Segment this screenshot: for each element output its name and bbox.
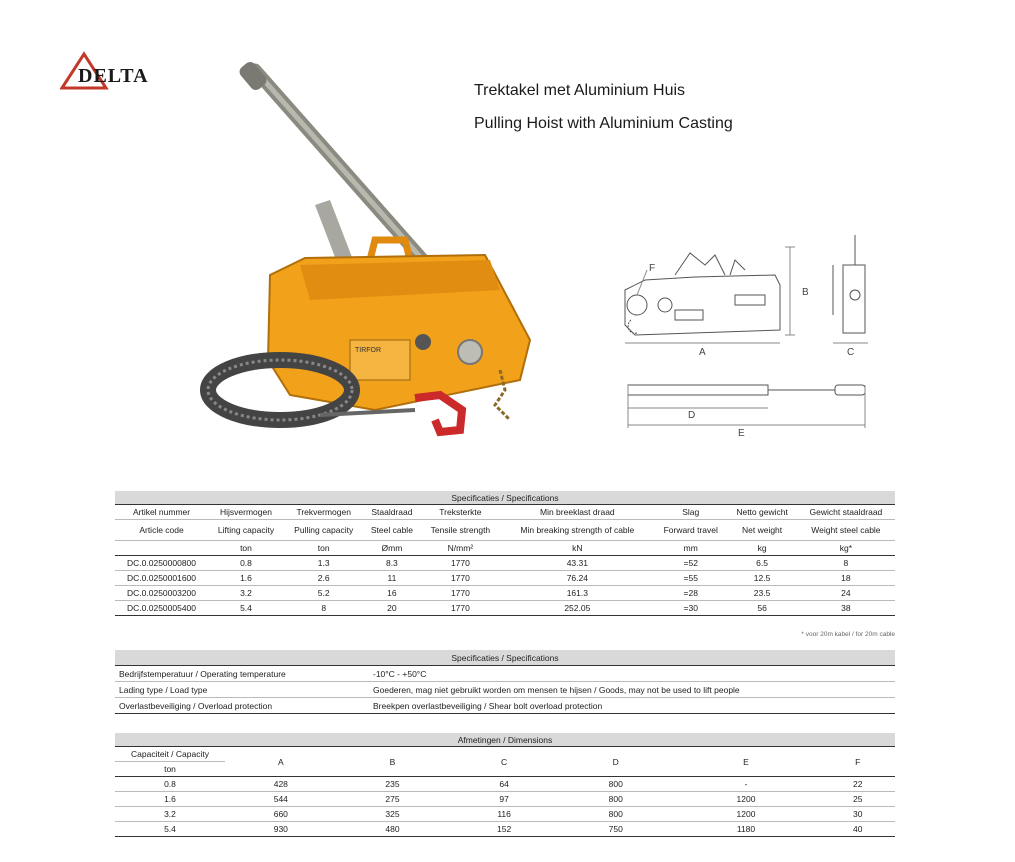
table-row (115, 571, 895, 586)
dim-f: 25 (820, 792, 895, 807)
spec2-label: Lading type / Load type (115, 682, 369, 698)
forward-travel: =28 (654, 586, 727, 601)
dim-c: 116 (448, 807, 560, 822)
steel-cable: 11 (364, 571, 421, 586)
dim-d: 800 (560, 792, 672, 807)
min-breaking: 76.24 (501, 571, 655, 586)
dim-d: 800 (560, 777, 672, 792)
header-en: Steel cable (364, 520, 421, 541)
header-en: Article code (115, 520, 208, 541)
spec-table-title: Specificaties / Specifications (115, 491, 895, 505)
side-view-diagram (615, 235, 825, 360)
unit-cell: ton (284, 541, 364, 556)
header-nl: Staaldraad (364, 505, 421, 520)
cable-weight: 24 (797, 586, 895, 601)
pulling-capacity: 5.2 (284, 586, 364, 601)
lifting-capacity: 3.2 (208, 586, 284, 601)
lifting-capacity: 1.6 (208, 571, 284, 586)
dim-col-header: B (337, 747, 449, 777)
article-code: DC.0.0250001600 (115, 571, 208, 586)
steel-cable: 20 (364, 601, 421, 616)
article-code: DC.0.0250005400 (115, 601, 208, 616)
lifting-capacity: 5.4 (208, 601, 284, 616)
delta-logo (60, 50, 180, 92)
article-code: DC.0.0250000800 (115, 556, 208, 571)
dim-d: 750 (560, 822, 672, 837)
steel-cable: 16 (364, 586, 421, 601)
header-en: Pulling capacity (284, 520, 364, 541)
label-f: F (649, 263, 656, 274)
capacity: 0.8 (115, 777, 225, 792)
dims-title: Afmetingen / Dimensions (115, 733, 895, 747)
spec2-value: -10°C - +50°C (369, 666, 895, 682)
general-specifications-table (115, 650, 895, 714)
capacity: 3.2 (115, 807, 225, 822)
capacity-unit: ton (164, 764, 176, 774)
net-weight: 56 (727, 601, 796, 616)
dim-e: 1200 (672, 792, 821, 807)
dim-a: 930 (225, 822, 337, 837)
dim-b: 480 (337, 822, 449, 837)
unit-cell: kg (727, 541, 796, 556)
article-code: DC.0.0250003200 (115, 586, 208, 601)
unit-cell: kg* (797, 541, 895, 556)
unit-cell: kN (501, 541, 655, 556)
dim-c: 64 (448, 777, 560, 792)
header-nl: Treksterkte (420, 505, 500, 520)
spec2-title: Specificaties / Specifications (115, 650, 895, 666)
title-english: Pulling Hoist with Aluminium Casting (474, 115, 733, 132)
header-nl: Artikel nummer (115, 505, 208, 520)
pulling-capacity: 1.3 (284, 556, 364, 571)
footnote: * voor 20m kabel / for 20m cable (801, 631, 895, 638)
dim-col-header: D (560, 747, 672, 777)
header-en: Forward travel (654, 520, 727, 541)
table-row (115, 792, 895, 807)
title-dutch: Trektakel met Aluminium Huis (474, 82, 686, 99)
label-e: E (738, 428, 745, 439)
specifications-table (115, 491, 895, 616)
label-d: D (688, 410, 696, 421)
table-row (115, 822, 895, 837)
dim-c: 97 (448, 792, 560, 807)
dim-col-header: A (225, 747, 337, 777)
spec2-value: Breekpen overlastbeveiliging / Shear bolt overload protection (369, 698, 895, 714)
table-row (115, 586, 895, 601)
plate-text: TIRFOR (355, 347, 382, 354)
spec2-label: Overlastbeveiliging / Overload protection (115, 698, 369, 714)
spec2-label: Bedrijfstemperatuur / Operating temperature (115, 666, 369, 682)
min-breaking: 252.05 (501, 601, 655, 616)
lifting-capacity: 0.8 (208, 556, 284, 571)
header-en: Tensile strength (420, 520, 500, 541)
tensile-strength: 1770 (420, 556, 500, 571)
dim-a: 660 (225, 807, 337, 822)
capacity: 5.4 (115, 822, 225, 837)
header-nl: Min breeklast draad (501, 505, 655, 520)
dim-col-header: C (448, 747, 560, 777)
dim-c: 152 (448, 822, 560, 837)
net-weight: 23.5 (727, 586, 796, 601)
header-en: Net weight (727, 520, 796, 541)
unit-cell: N/mm² (420, 541, 500, 556)
dimensions-table (115, 733, 895, 837)
dim-e: 1200 (672, 807, 821, 822)
dim-a: 544 (225, 792, 337, 807)
net-weight: 6.5 (727, 556, 796, 571)
pulling-capacity: 8 (284, 601, 364, 616)
capacity: 1.6 (115, 792, 225, 807)
dim-f: 30 (820, 807, 895, 822)
label-c: C (847, 347, 855, 358)
table-row (115, 698, 895, 714)
handle-diagram (620, 380, 870, 440)
logo-text: DELTA (78, 65, 149, 87)
dim-b: 275 (337, 792, 449, 807)
forward-travel: =52 (654, 556, 727, 571)
header-nl: Hijsvermogen (208, 505, 284, 520)
header-nl: Netto gewicht (727, 505, 796, 520)
min-breaking: 161.3 (501, 586, 655, 601)
tensile-strength: 1770 (420, 586, 500, 601)
table-row (115, 601, 895, 616)
table-row (115, 777, 895, 792)
table-row (115, 556, 895, 571)
dim-f: 22 (820, 777, 895, 792)
cable-weight: 8 (797, 556, 895, 571)
dim-d: 800 (560, 807, 672, 822)
unit-cell: ton (208, 541, 284, 556)
label-b: B (802, 287, 809, 298)
header-nl: Trekvermogen (284, 505, 364, 520)
table-row (115, 682, 895, 698)
pulling-capacity: 2.6 (284, 571, 364, 586)
dim-b: 235 (337, 777, 449, 792)
tensile-strength: 1770 (420, 571, 500, 586)
unit-cell: Ømm (364, 541, 421, 556)
unit-cell (115, 541, 208, 556)
forward-travel: =30 (654, 601, 727, 616)
header-en: Lifting capacity (208, 520, 284, 541)
dim-e: - (672, 777, 821, 792)
dim-a: 428 (225, 777, 337, 792)
unit-cell: mm (654, 541, 727, 556)
dim-f: 40 (820, 822, 895, 837)
cable-weight: 38 (797, 601, 895, 616)
dim-col-header: F (820, 747, 895, 777)
front-view-diagram (828, 235, 873, 360)
steel-cable: 8.3 (364, 556, 421, 571)
cable-weight: 18 (797, 571, 895, 586)
label-a: A (699, 347, 706, 358)
header-en: Weight steel cable (797, 520, 895, 541)
table-row (115, 807, 895, 822)
header-en: Min breaking strength of cable (501, 520, 655, 541)
header-nl: Gewicht staaldraad (797, 505, 895, 520)
min-breaking: 43.31 (501, 556, 655, 571)
header-nl: Slag (654, 505, 727, 520)
product-image (200, 60, 550, 440)
dim-b: 325 (337, 807, 449, 822)
capacity-label: Capaciteit / Capacity (115, 747, 225, 762)
tensile-strength: 1770 (420, 601, 500, 616)
spec2-value: Goederen, mag niet gebruikt worden om mensen te hijsen / Goods, may not be used to lift people (369, 682, 895, 698)
table-row (115, 666, 895, 682)
dim-e: 1180 (672, 822, 821, 837)
net-weight: 12.5 (727, 571, 796, 586)
dim-col-header: E (672, 747, 821, 777)
forward-travel: =55 (654, 571, 727, 586)
